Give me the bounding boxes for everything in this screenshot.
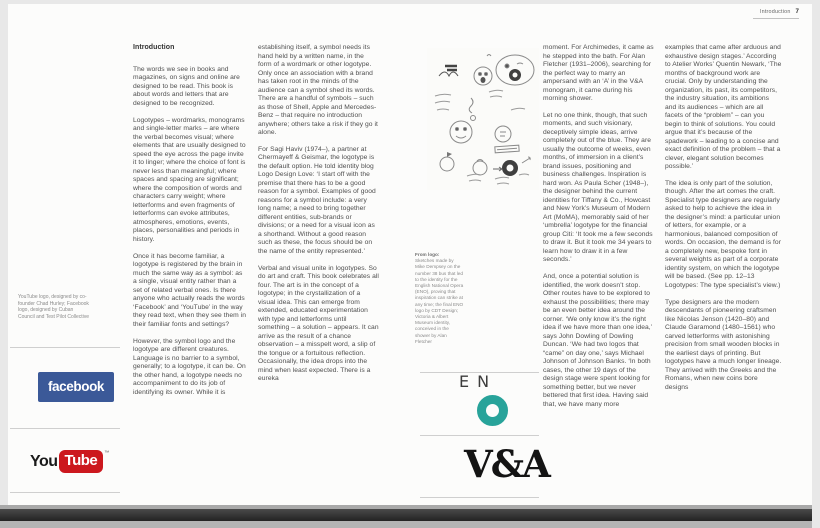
- margin-rule: [420, 435, 539, 436]
- paragraph: examples that came after arduous and exhaustive design stages.’ According to Atelier Works’ Quentin Newark, ‘The months of background work are crucial. Only by understanding the organization, its past, its competitors, the industry situation, its ambitions and its audiences – which are all facets of the “problem” – can you begin to think of solutions. You could argue that it’s because of the spadework – leading to a concise and exact definition of the problem – that a clever, elegant solution becomes possible.’: [665, 44, 782, 170]
- margin-rule: [420, 497, 539, 498]
- page-edge-shadow: [0, 509, 812, 521]
- paragraph: Verbal and visual unite in logotypes. So do art and craft. This book celebrates all four. The art is in the concept of a logotype; in the crystallization of a visual idea. This can emerge from extended, educated experimentation with type and letterforms until something – a solution – appears. It can arrive as the result of a chance observation – a misspelt word, a slip of the tongue or a fortuitous reflection. Occasionally, the idea drops into the mind when least expected. There is a eureka: [258, 264, 379, 383]
- margin-rule: [10, 347, 120, 348]
- paragraph: moment. For Archimedes, it came as he stepped into the bath. For Alan Fletcher (1931–2006), searching for the perfect way to marry an ampersand with an ‘A’ in the V&A monogram, it came during his morning shower.: [543, 44, 654, 102]
- eno-logo-letters: EN: [459, 372, 498, 391]
- page-number: 7: [795, 8, 799, 15]
- paragraph: establishing itself, a symbol needs its hand held by a written name, in the form of a wordmark or other logotype. Only once an association with a brand has taken root in the minds of the audience can a symbol shed its words. There are a handful of symbols – such as those of Shell, Apple and Mercedes-Benz – that require no introduction anywhere; others take a risk if they go it alone.: [258, 44, 378, 136]
- paragraph: Let no one think, though, that such moments, and such visionary, deceptively simple ideas, arrive completely out of the blue. They are usually the outcome of weeks, even months, of immersion in a client’s brand issues, positioning and business challenges. Inspiration is hard won. As Paula Scher (1948–), the designer behind the current identities for Tiffany & Co., Howcast and New York’s Museum of Modern Art (MoMA), memorably said of her ‘umbrella’ logotype for the financial group Citi: ‘It took me a few seconds to draw it. But it took me 34 years to learn how to draw it in a few seconds.’: [543, 111, 653, 264]
- text-column-2: [258, 44, 379, 392]
- pencil-doodles-icon: [427, 48, 539, 190]
- paragraph: For Sagi Haviv (1974–), a partner at Chermayeff & Geismar, the logotype is the default option. He told identity blog Logo Design Love: ‘I start off with the premise that there has to be a good reason for a symbol. Examples of good reasons for a symbol include: a very long name; a need to bring together different entities, sub-brands or divisions; or a need for a visual icon as a shorthand. Without a good reason such as these, the focus should be on the name of the entity represented.’: [258, 145, 376, 255]
- paragraph: The words we see in books and magazines, on signs and online are designed to be read. This book is about words and letters that are designed to be recognized.: [133, 65, 240, 107]
- eno-logo: [459, 372, 521, 426]
- eno-o-ring-icon: [477, 395, 508, 426]
- paragraph: Logotypes – wordmarks, monograms and single-letter marks – are where the verbal becomes visual; where elements that are usually designed to speed the eye across the page invite it to linger; where the choice of font is never less than meaningful; where spaces and spacing are significant; where the composition of words and characters carry weight; where letterforms and even fragments of letterforms can evoke attributes, atmospheres, emotions, events, places, personalities and periods in history.: [133, 116, 246, 243]
- background-below-book: [0, 521, 812, 528]
- chapter-title: Introduction: [133, 44, 175, 51]
- paragraph: The idea is only part of the solution, though. After the art comes the craft. Specialist type designers are regularly asked to help to achieve the idea in the designer’s mind: a particular union of letters, for example, or a harmonious, balanced composition of words. On occasion, the demand is for a completely new, bespoke font in several weights as part of a corporate identity system, on which the logotype will be based. (See pp. 12–13 Logotypes: The type specialist’s view.): [665, 179, 781, 289]
- from-logo-caption-body: Sketches made by Mike Dempsey on the number 38 bus that led to the identity for the English National Opera (ENO), proving that inspiration can strike at any time; the final ENO logo by CDT Design; Victoria & Albert Museum identity, conceived in the shower by Alan Fletcher: [415, 258, 464, 344]
- youtube-facebook-caption: YouTube logo, designed by co-founder Chad Hurley; Facebook logo, designed by Cuban Council and Test Pilot Collective: [18, 294, 90, 320]
- paragraph: Type designers are the modern descendants of pioneering craftsmen like Nicolas Jenson (1420–80) and Claude Garamond (1480–1561) who carved letterforms with astonishing precision from small wooden blocks in the earliest days of printing. But logotypes have a much longer lineage. They arrived with the Greeks and the Romans, when new coins bore designs: [665, 298, 782, 391]
- from-logo-caption: [415, 252, 464, 345]
- paragraph: However, the symbol logo and the logotype are different creatures. Language is no barrier to a symbol, generally; to a logotype, it can be. On the other hand, a logotype needs no accompaniment to do its job of identifying its owner. While it is: [133, 337, 246, 396]
- text-column-4: [665, 44, 782, 401]
- trademark-symbol: ™: [104, 450, 110, 456]
- facebook-logo: [38, 372, 114, 402]
- header-rule: [753, 18, 799, 19]
- from-logo-caption-title: From logo:: [415, 252, 440, 257]
- youtube-logo-you-text: You: [30, 452, 58, 470]
- running-header-section: Introduction: [759, 9, 791, 15]
- paragraph: Once it has become familiar, a logotype is registered by the brain in much the same way as a symbol: as a single, visual entity rather than a set of related verbal ones. Is there anyone who actually reads the words ‘Facebook’ and ‘YouTube’ in the way they read text, when they see them in their familiar fonts and settings?: [133, 252, 246, 328]
- youtube-logo: [30, 450, 109, 473]
- margin-rule: [10, 428, 120, 429]
- eno-sketch-image: [427, 48, 539, 190]
- youtube-logo-tube-text: Tube: [59, 450, 104, 473]
- va-logo: V&A: [464, 442, 549, 486]
- running-header: [753, 8, 799, 19]
- text-column-1: [133, 44, 246, 405]
- margin-rule: [10, 492, 120, 493]
- facebook-logo-text: facebook: [47, 378, 105, 394]
- paragraph: And, once a potential solution is identified, the work doesn’t stop. Other routes have to be explored to exhaust the possibilities; there may be an even better idea around the corner. ‘We only know it’s the right idea if we have more than one idea,’ says John Dowling of Dowling Duncan. ‘We had two logos that “came” on day one,’ says Michael Johnson of Johnson Banks. ‘In both cases, the other 19 days of the design stage were spent looking for something better, but we never bettered that first idea. Having said that, we have many more: [543, 273, 652, 408]
- text-column-3: [543, 44, 656, 418]
